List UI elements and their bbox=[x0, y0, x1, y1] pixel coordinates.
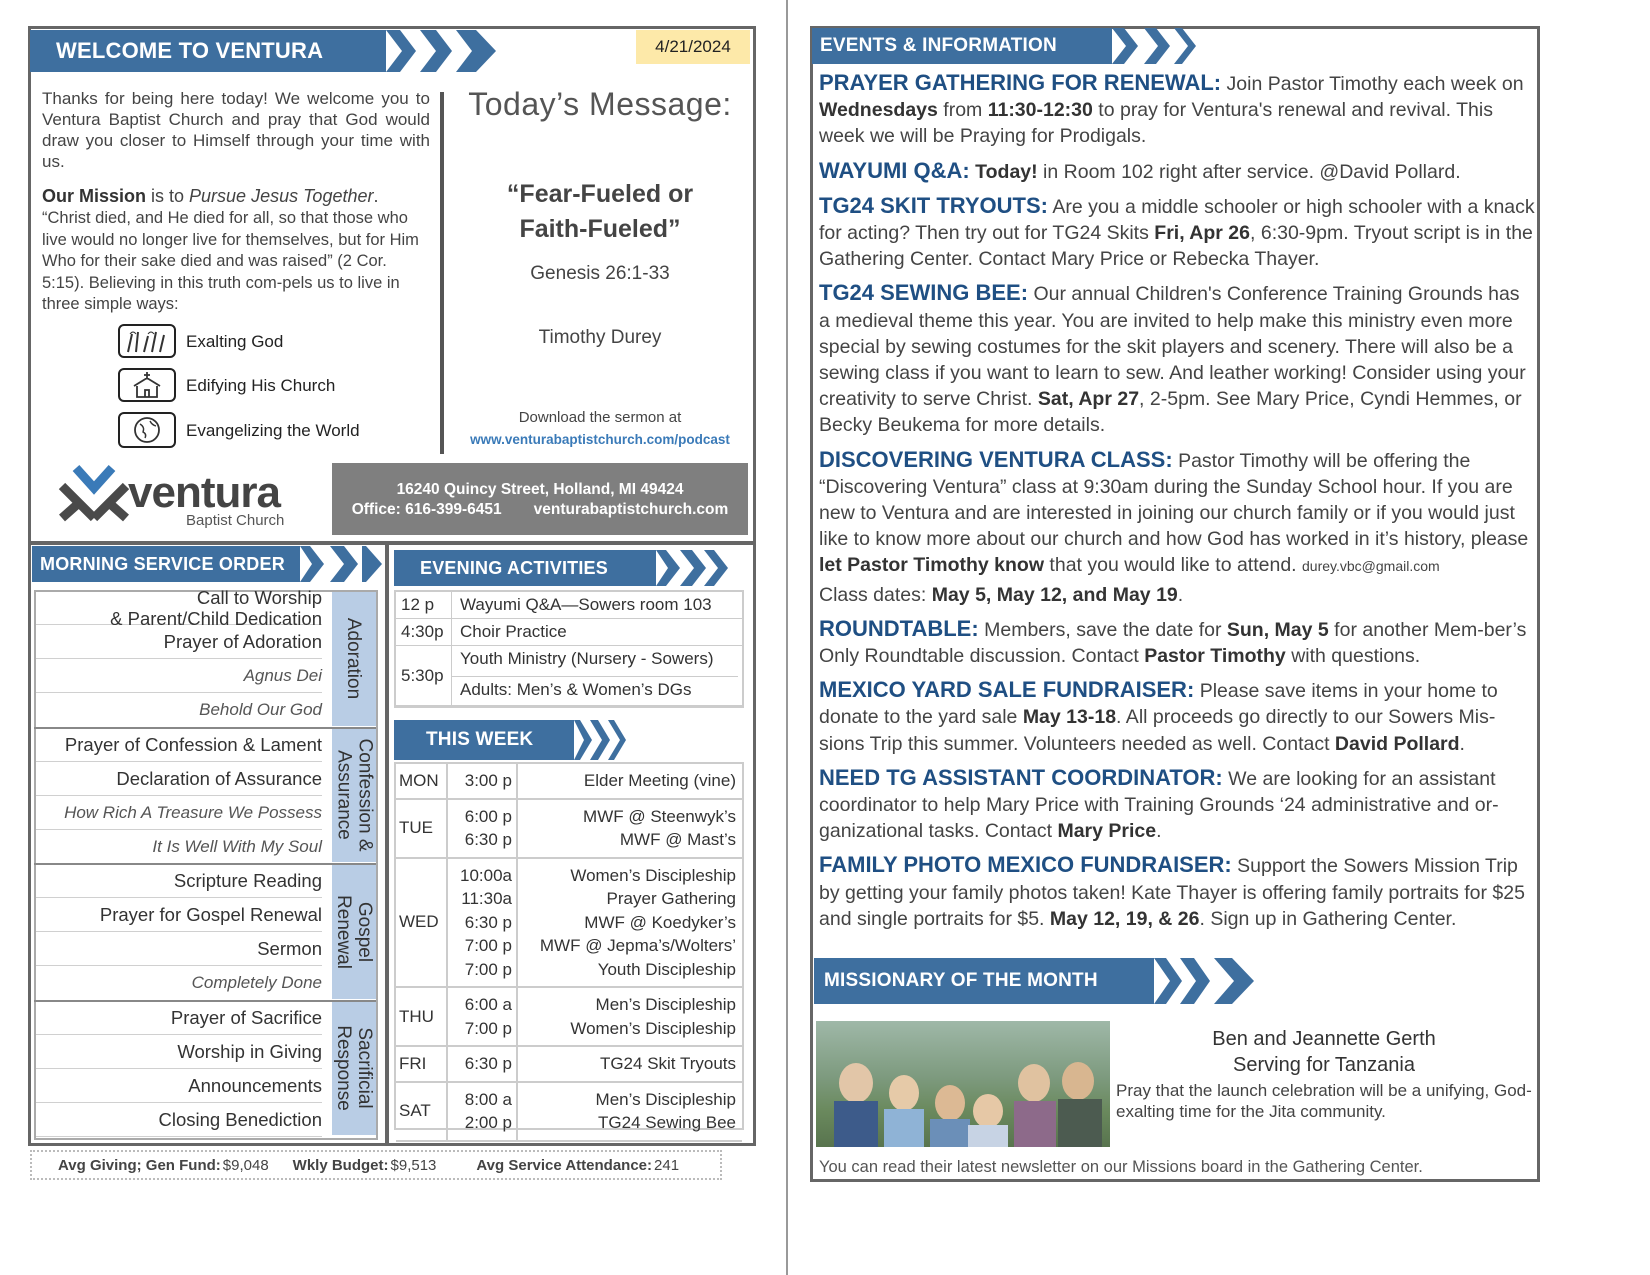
service-item bbox=[36, 1104, 322, 1137]
mission-body: “Christ died, and He died for all, so that those who live would no longer live for themselves, but for Him Who for their sake died and was raised” (2 Cor. 5:15). Believing in this truth com-pels us to live in three simple ways: bbox=[42, 209, 419, 314]
evening-row bbox=[396, 619, 742, 646]
week-time: 2:00 p bbox=[464, 1113, 512, 1132]
evening-time: 4:30p bbox=[396, 619, 452, 645]
welcome-banner bbox=[30, 30, 386, 72]
ventura-logo bbox=[58, 462, 318, 534]
chevrons-icon bbox=[1154, 958, 1256, 1004]
week-times bbox=[448, 764, 518, 798]
week-day: FRI bbox=[396, 1047, 448, 1081]
evening-time: 5:30p bbox=[396, 646, 452, 705]
service-item-label: Scripture Reading bbox=[173, 870, 322, 892]
week-events bbox=[518, 1083, 736, 1140]
week-times bbox=[448, 859, 518, 987]
service-item bbox=[36, 1070, 322, 1103]
evening-row bbox=[396, 646, 742, 706]
event-text: Pastor Timothy will be offering the “Discovering Ventura” class at 9:30am during the Sunday School hour. If you are new to Ventura and are interested in joining our church family or if you would just like to know more about our church and how God has worked in it’s history, please bbox=[819, 449, 1529, 551]
service-item bbox=[36, 626, 322, 659]
logo-mark-icon bbox=[58, 464, 130, 534]
service-group-name: Adoration bbox=[343, 618, 365, 700]
service-item-label: Prayer of Confession & Lament bbox=[64, 733, 322, 755]
service-item bbox=[36, 763, 322, 796]
event-text: . Sign up in Gathering Center. bbox=[1199, 907, 1457, 930]
event-text: Join Pastor Timothy each week on bbox=[1221, 73, 1524, 95]
week-time: 7:00 p bbox=[464, 959, 512, 979]
event-text: , 2-5pm. See Mary Price, Cyndi Hemmes, or Becky Beukema for more details. bbox=[819, 388, 1522, 437]
event-title: ROUNDTABLE: bbox=[819, 615, 979, 641]
chevrons-icon bbox=[574, 720, 628, 760]
event-key: Mary Price bbox=[1057, 820, 1157, 843]
event-key: Sun, May 5 bbox=[1226, 618, 1329, 641]
week-day: WED bbox=[396, 859, 448, 987]
event-text: Are you a middle schooler or high schooler with a knack for acting? Then try out for TG24 Skits bbox=[819, 195, 1535, 245]
evening-activity: Youth Ministry (Nursery - Sowers) bbox=[460, 649, 714, 668]
evening-banner bbox=[394, 550, 656, 586]
week-time: 7:00 p bbox=[464, 1018, 512, 1038]
giving-stats-bar bbox=[30, 1150, 722, 1180]
service-item bbox=[36, 865, 322, 898]
event-assistant-coordinator bbox=[819, 765, 1535, 845]
service-item bbox=[36, 694, 322, 727]
service-group-label bbox=[332, 592, 376, 726]
welcome-intro-text: Thanks for being here today! We welcome you to Ventura Baptist Church and pray that God would draw you closer to Himself through your time with us. bbox=[42, 89, 430, 171]
mission-dot: . bbox=[373, 186, 379, 206]
missionary-names: Ben and Jeannette Gerth bbox=[1212, 1028, 1436, 1050]
event-key: Today! bbox=[969, 160, 1038, 183]
event-title: NEED TG ASSISTANT COORDINATOR: bbox=[819, 764, 1223, 790]
missionary-banner bbox=[814, 958, 1154, 1004]
attendance-value: 241 bbox=[654, 1156, 680, 1174]
attendance-label: Avg Service Attendance: bbox=[476, 1156, 653, 1174]
welcome-banner-title: WELCOME TO VENTURA bbox=[56, 38, 324, 63]
event-text: Class dates: bbox=[819, 583, 932, 606]
chevrons-icon bbox=[656, 550, 730, 586]
event-family-photo bbox=[819, 852, 1535, 932]
service-group-label bbox=[332, 1002, 376, 1136]
week-events bbox=[518, 988, 736, 1045]
church-website[interactable]: venturabaptistchurch.com bbox=[533, 501, 729, 518]
globe-icon bbox=[118, 412, 176, 448]
service-item bbox=[36, 797, 322, 830]
service-item-label: Sermon bbox=[257, 938, 322, 960]
newsletter-text: You can read their latest newsletter on our Missions board in the Gathering Center. bbox=[819, 1158, 1423, 1176]
giving-label: Avg Giving; Gen Fund: bbox=[58, 1156, 221, 1174]
mission-is: is to bbox=[146, 186, 190, 206]
week-events bbox=[518, 800, 736, 857]
service-group-name: Gospel Renewal bbox=[333, 894, 375, 969]
way-label: Evangelizing the World bbox=[186, 421, 360, 440]
week-day-row bbox=[396, 988, 742, 1047]
week-event: Prayer Gathering bbox=[606, 889, 736, 908]
contact-email[interactable]: durey.vbc@gmail.com bbox=[1302, 558, 1440, 575]
service-item bbox=[36, 899, 322, 932]
podcast-link[interactable]: www.venturabaptistchurch.com/podcast bbox=[470, 432, 730, 447]
week-times bbox=[448, 1083, 518, 1140]
way-exalting bbox=[118, 324, 418, 360]
service-group bbox=[36, 587, 376, 729]
chevrons-icon bbox=[386, 30, 498, 72]
event-text: . bbox=[1177, 583, 1184, 606]
contact-box bbox=[332, 463, 748, 535]
event-title: TG24 SKIT TRYOUTS: bbox=[819, 192, 1048, 218]
week-day-row bbox=[396, 1083, 742, 1142]
message-divider bbox=[440, 92, 444, 454]
logo-sub: Baptist Church bbox=[186, 512, 285, 529]
way-evangelizing bbox=[118, 412, 418, 450]
week-event: MWF @ Steenwyk’s bbox=[583, 806, 736, 826]
week-time: 3:00 p bbox=[464, 771, 512, 790]
service-item bbox=[36, 587, 322, 630]
week-time: 10:00a bbox=[460, 865, 512, 885]
chevrons-icon bbox=[300, 546, 384, 582]
event-text: Our annual Children's Conference Training Grounds has a medieval theme this year. You are invited to help make this ministry even more special by sewing costumes for the skit players and scenery. There will also be a sewing class if you want to learn to sew. And leather working! Consider using your creativity to serve Christ. bbox=[819, 283, 1526, 411]
budget-value: $9,513 bbox=[390, 1156, 437, 1174]
bulletin-date: 4/21/2024 bbox=[655, 37, 731, 56]
missionary-newsletter-note bbox=[819, 1158, 1535, 1177]
event-text: to pray for Ventura's renewal and revival. This week we will be Praying for Prodigals. bbox=[819, 99, 1493, 148]
church-office-phone: Office: 616-399-6451 bbox=[351, 501, 502, 518]
service-item-label: Declaration of Assurance bbox=[116, 767, 322, 789]
service-item-label: It Is Well With My Soul bbox=[152, 836, 322, 856]
service-item-label: How Rich A Treasure We Possess bbox=[64, 802, 322, 822]
events-banner bbox=[812, 28, 1112, 64]
missionary-banner-title: MISSIONARY OF THE MONTH bbox=[824, 970, 1098, 991]
week-day-row bbox=[396, 859, 742, 989]
service-group-label bbox=[332, 865, 376, 999]
service-item bbox=[36, 933, 322, 966]
service-item-label: Prayer of Adoration bbox=[163, 631, 322, 653]
event-text: We are looking for an assistant coordinator to help Mary Price with Training Grounds ‘24 administrative and or-ganizational tasks. Contact bbox=[819, 767, 1499, 843]
service-item-label: Behold Our God bbox=[199, 700, 322, 720]
event-text: that you would like to attend. bbox=[1044, 554, 1303, 577]
week-event: Women’s Discipleship bbox=[570, 865, 736, 885]
message-title-line2: Faith-Fueled” bbox=[519, 215, 681, 243]
event-roundtable bbox=[819, 616, 1535, 669]
week-times bbox=[448, 800, 518, 857]
event-sewing-bee bbox=[819, 280, 1535, 438]
evening-activity: Choir Practice bbox=[460, 622, 567, 641]
way-label: Exalting God bbox=[186, 332, 284, 351]
week-day: THU bbox=[396, 988, 448, 1045]
week-event: MWF @ Mast’s bbox=[619, 830, 736, 849]
week-day: SAT bbox=[396, 1083, 448, 1140]
week-event: Women’s Discipleship bbox=[570, 1018, 736, 1038]
event-key: Sat, Apr 27 bbox=[1037, 388, 1140, 411]
mission-phrase: Pursue Jesus Together bbox=[189, 186, 374, 206]
event-key: Fri, Apr 26 bbox=[1154, 222, 1251, 245]
logo-name: ventura bbox=[128, 468, 280, 517]
event-title: TG24 SEWING BEE: bbox=[819, 280, 1029, 306]
service-group bbox=[36, 729, 376, 866]
mission-statement bbox=[42, 186, 430, 315]
event-yard-sale bbox=[819, 677, 1535, 757]
chevrons-icon bbox=[1112, 28, 1198, 64]
evening-activity: Wayumi Q&A—Sowers room 103 bbox=[460, 595, 712, 614]
missionary-family-photo bbox=[816, 1021, 1110, 1147]
week-time: 8:00 a bbox=[464, 1089, 512, 1109]
service-item-label: Agnus Dei bbox=[243, 666, 322, 686]
event-text: . All proceeds go directly to our Sowers Mis-sions Trip this summer. Volunteers needed as well. Contact bbox=[819, 706, 1496, 755]
week-time: 6:00 p bbox=[464, 806, 512, 826]
event-key: Pastor Timothy bbox=[1144, 645, 1286, 668]
service-item-label: Prayer for Gospel Renewal bbox=[99, 904, 322, 926]
event-title: WAYUMI Q&A: bbox=[819, 157, 970, 183]
praise-hands-icon bbox=[118, 324, 176, 358]
service-group bbox=[36, 1002, 376, 1139]
week-day: MON bbox=[396, 764, 448, 798]
event-text: Please save items in your home to donate to the yard sale bbox=[819, 680, 1498, 729]
week-time: 6:30 p bbox=[464, 1054, 512, 1073]
week-times bbox=[448, 1047, 518, 1081]
week-events bbox=[518, 1047, 736, 1081]
church-address: 16240 Quincy Street, Holland, MI 49424 bbox=[396, 481, 684, 498]
message-label: Today’s Message: bbox=[468, 86, 732, 122]
week-time: 11:30a bbox=[461, 889, 512, 908]
message-scripture: Genesis 26:1-33 bbox=[530, 263, 670, 284]
week-event: Elder Meeting (vine) bbox=[583, 771, 736, 790]
event-text: . bbox=[1156, 820, 1162, 843]
event-key: let Pastor Timothy know bbox=[819, 554, 1045, 577]
event-text: from bbox=[937, 99, 988, 122]
week-day: TUE bbox=[396, 800, 448, 857]
week-event: MWF @ Jepma’s/Wolters’ bbox=[539, 936, 736, 955]
service-banner-title: MORNING SERVICE ORDER bbox=[40, 553, 285, 574]
evening-time: 12 p bbox=[396, 592, 452, 618]
event-text: . bbox=[1459, 732, 1465, 755]
week-day-row bbox=[396, 1047, 742, 1083]
service-item bbox=[36, 1002, 322, 1035]
event-key: Wednesdays bbox=[819, 99, 938, 122]
service-item-label: Call to Worship & Parent/Child Dedication bbox=[110, 587, 322, 630]
church-building-icon bbox=[118, 368, 176, 402]
week-events bbox=[518, 859, 736, 987]
service-item bbox=[36, 831, 322, 864]
week-events bbox=[518, 764, 736, 798]
week-times bbox=[448, 988, 518, 1045]
message-speaker: Timothy Durey bbox=[538, 327, 662, 348]
week-time: 6:30 p bbox=[464, 830, 512, 849]
week-event: Men’s Discipleship bbox=[595, 995, 736, 1014]
date-badge bbox=[636, 30, 750, 64]
giving-value: $9,048 bbox=[222, 1156, 269, 1174]
service-item bbox=[36, 729, 322, 762]
service-item-label: Worship in Giving bbox=[177, 1040, 322, 1062]
event-text: for another Mem-ber’s Only Roundtable discussion. Contact bbox=[819, 618, 1527, 668]
download-label: Download the sermon at bbox=[518, 409, 682, 426]
week-event: Youth Discipleship bbox=[597, 959, 736, 979]
event-title: FAMILY PHOTO MEXICO FUNDRAISER: bbox=[819, 852, 1232, 878]
week-event: TG24 Sewing Bee bbox=[598, 1113, 736, 1132]
evening-activity: Adults: Men’s & Women’s DGs bbox=[452, 676, 738, 702]
service-item-label: Announcements bbox=[188, 1074, 322, 1096]
events-list bbox=[819, 70, 1535, 940]
event-text: , 6:30-9pm. Tryout script is in the Gathering Center. Contact Mary Price or Rebecka Thayer. bbox=[819, 222, 1533, 271]
todays-message bbox=[452, 86, 748, 447]
event-key: 11:30-12:30 bbox=[987, 99, 1093, 122]
service-group-name: Sacrificial Response bbox=[333, 1025, 375, 1112]
week-day-row bbox=[396, 764, 742, 800]
week-event: TG24 Skit Tryouts bbox=[599, 1054, 736, 1073]
week-banner-title: THIS WEEK bbox=[426, 729, 534, 750]
week-banner bbox=[394, 720, 574, 760]
service-item bbox=[36, 660, 322, 693]
event-text: in Room 102 right after service. @David Pollard. bbox=[1037, 160, 1461, 183]
service-group-label bbox=[332, 729, 376, 863]
event-key: May 12, 19, & 26 bbox=[1049, 907, 1200, 930]
week-table bbox=[394, 762, 744, 1130]
service-item bbox=[36, 967, 322, 1000]
event-key: David Pollard bbox=[1334, 732, 1460, 755]
budget-label: Wkly Budget: bbox=[292, 1156, 389, 1174]
page-fold bbox=[786, 0, 788, 1275]
message-title-line1: “Fear-Fueled or bbox=[506, 180, 694, 208]
mission-lead: Our Mission bbox=[42, 186, 147, 206]
evening-banner-title: EVENING ACTIVITIES bbox=[420, 557, 608, 578]
missionary-info bbox=[1116, 1026, 1532, 1078]
service-group-name: Confession & Assurance bbox=[333, 738, 376, 852]
missionary-prayer-text: Pray that the launch celebration will be a unifying, God-exalting time for the Jita community. bbox=[1116, 1081, 1532, 1121]
week-time: 6:30 p bbox=[464, 912, 512, 932]
service-item-label: Completely Done bbox=[191, 973, 322, 993]
evening-table bbox=[394, 590, 744, 708]
evening-row bbox=[396, 592, 742, 619]
event-key: May 13-18 bbox=[1022, 706, 1117, 729]
week-time: 6:00 a bbox=[464, 995, 512, 1014]
event-wayumi bbox=[819, 158, 1535, 185]
event-discovering-ventura bbox=[819, 447, 1535, 580]
missionary-prayer bbox=[1116, 1080, 1534, 1122]
event-title: PRAYER GATHERING FOR RENEWAL: bbox=[819, 70, 1222, 95]
event-prayer-gathering bbox=[819, 70, 1535, 150]
service-item-label: Closing Benediction bbox=[158, 1108, 322, 1130]
way-edifying bbox=[118, 368, 418, 404]
event-skit-tryouts bbox=[819, 193, 1535, 273]
service-item bbox=[36, 1036, 322, 1069]
missionary-serving: Serving for Tanzania bbox=[1233, 1054, 1415, 1076]
service-group bbox=[36, 865, 376, 1002]
events-banner-title: EVENTS & INFORMATION bbox=[820, 35, 1057, 56]
service-item-label: Prayer of Sacrifice bbox=[170, 1006, 322, 1028]
event-title: MEXICO YARD SALE FUNDRAISER: bbox=[819, 677, 1195, 703]
week-event: Men’s Discipleship bbox=[595, 1089, 736, 1109]
week-event: MWF @ Koedyker’s bbox=[584, 912, 736, 932]
week-day-row bbox=[396, 800, 742, 859]
event-key: May 5, May 12, and May 19 bbox=[931, 583, 1178, 606]
way-label: Edifying His Church bbox=[186, 376, 336, 395]
week-time: 7:00 p bbox=[464, 936, 512, 955]
service-list bbox=[36, 587, 376, 1138]
service-banner bbox=[32, 546, 300, 582]
event-title: DISCOVERING VENTURA CLASS: bbox=[819, 446, 1173, 472]
event-text: with questions. bbox=[1285, 645, 1421, 668]
event-text: Support the Sowers Mission Trip by getting your family photos taken! Kate Thayer is offering family portraits for $25 and single portraits for $5. bbox=[819, 855, 1525, 930]
event-text: Members, save the date for bbox=[978, 618, 1227, 641]
event-class-dates bbox=[819, 582, 1535, 608]
welcome-intro bbox=[42, 88, 430, 172]
